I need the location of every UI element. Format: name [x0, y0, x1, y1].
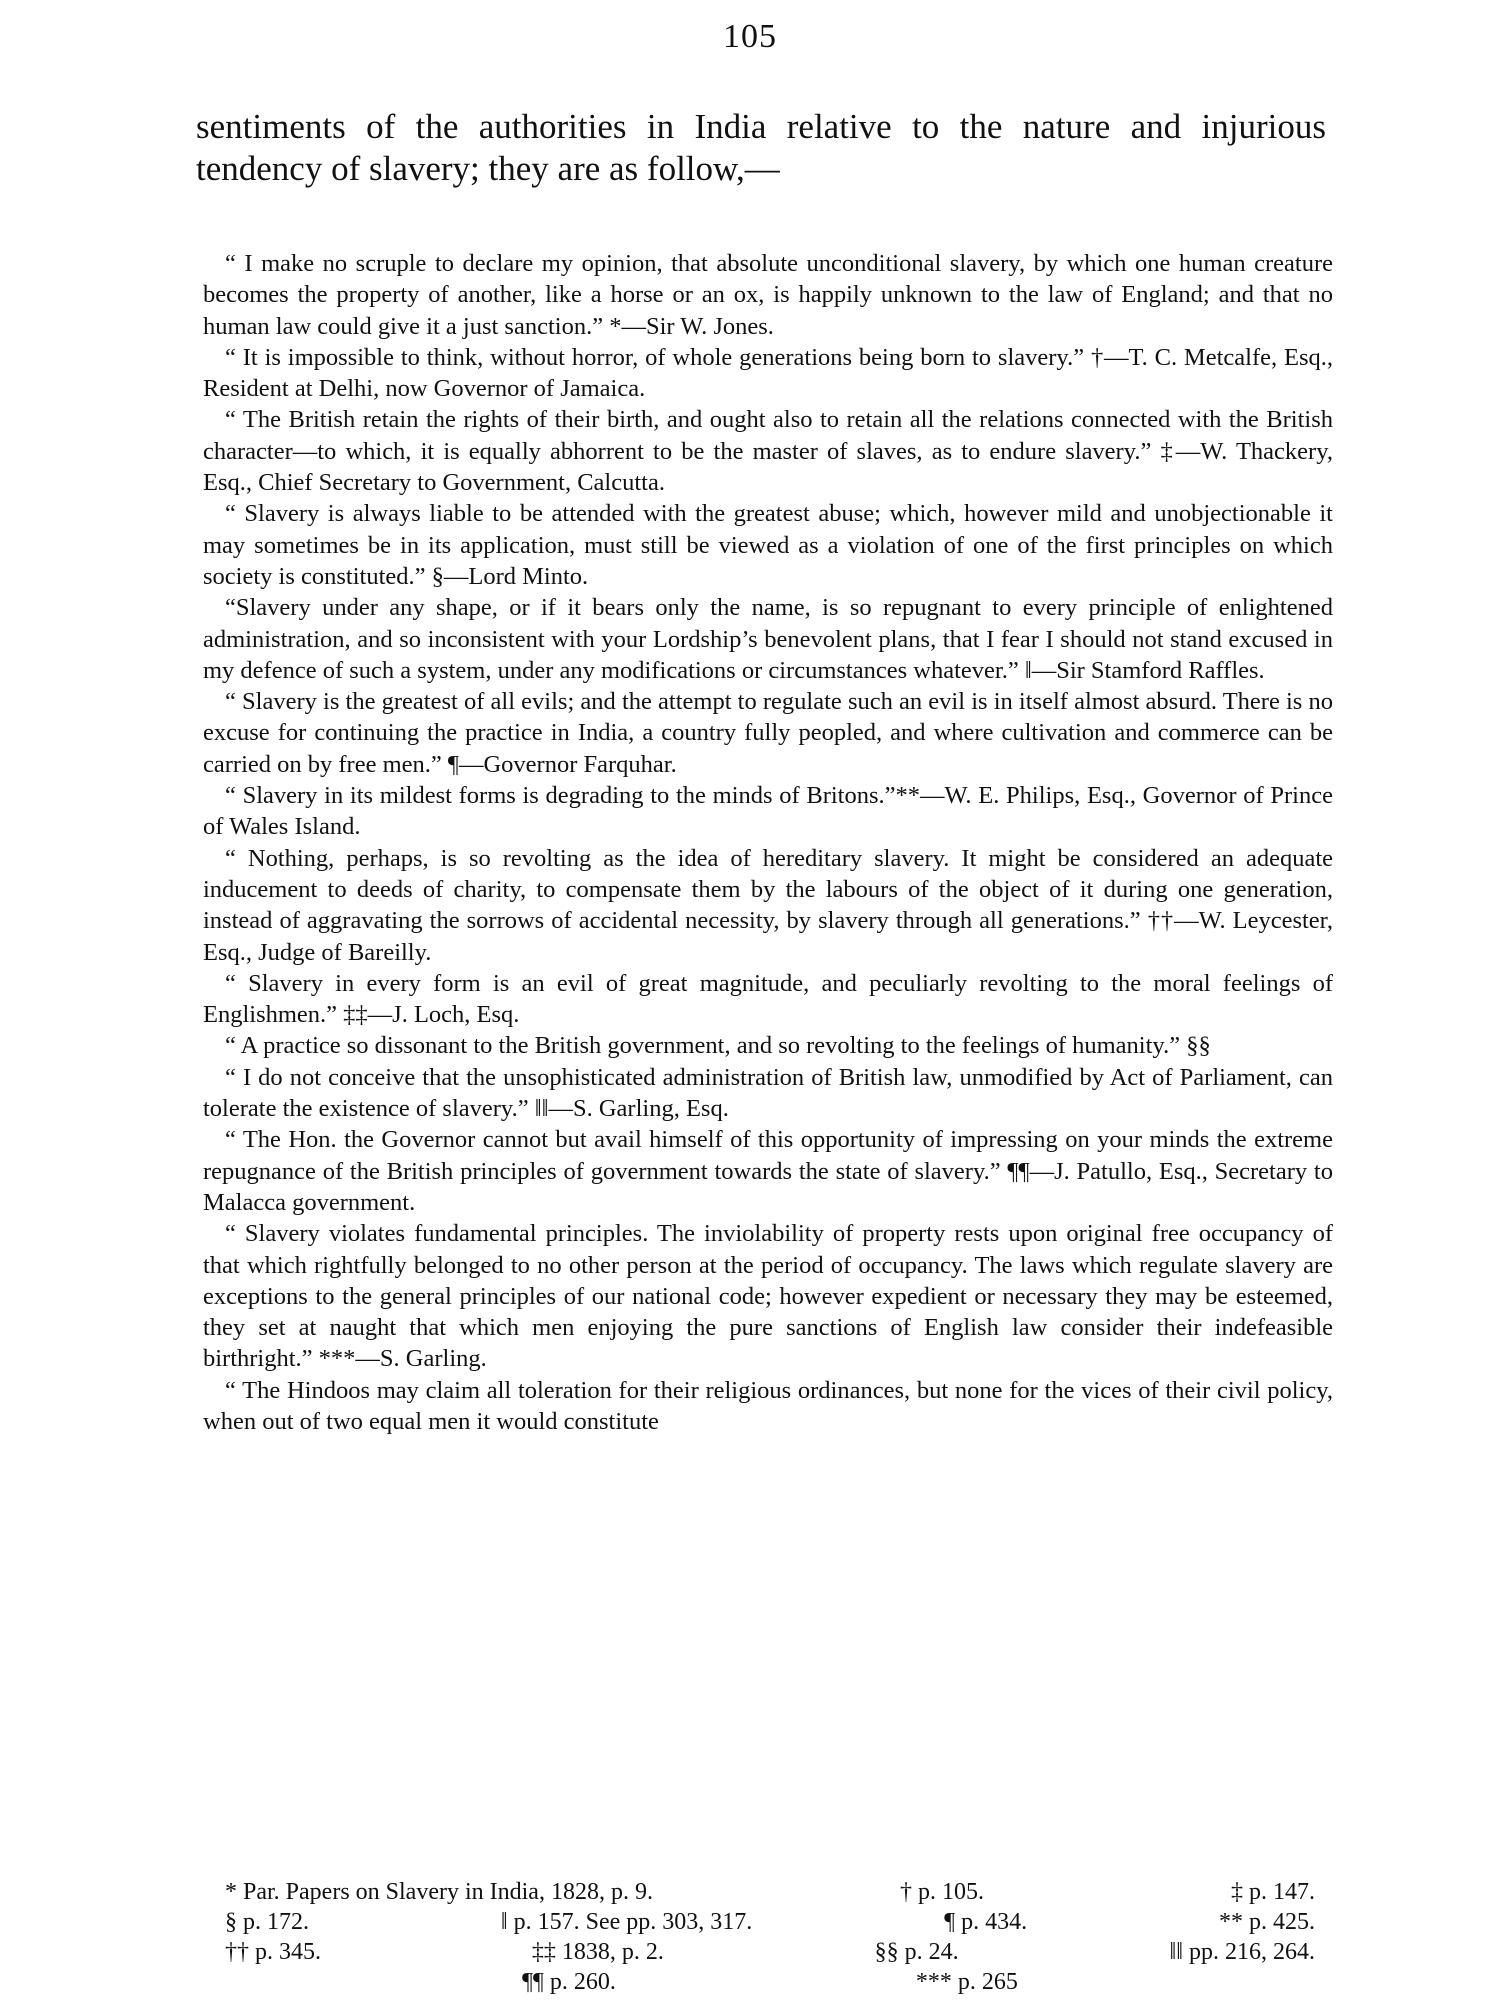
footnote-row-4 [225, 1967, 1315, 1997]
quote-hindoos: “ The Hindoos may claim all toleration for their religious ordinances, but none for the vices of their civil policy, when out of two equal men it would constitute [203, 1376, 1333, 1435]
footnote: ‖‖ pp. 216, 264. [1169, 1939, 1315, 1965]
footnote: †† p. 345. [225, 1939, 321, 1965]
footnote: *** p. 265 [915, 1969, 1018, 1995]
footnote-row-3 [225, 1937, 1315, 1967]
quote-thackery: “ The British retain the rights of their birth, and ought also to retain all the relations connected with the British character—to which, it is equally abhorrent to be the master of slaves, as to endure slavery.” ‡—W. Thackery, Esq., Chief Secretary to Government, Calcutta. [203, 406, 1333, 497]
quotations-block [203, 248, 1333, 1437]
footnote: ‖ p. 157. See pp. 303, 317. [500, 1909, 753, 1935]
footnote-row-2 [225, 1907, 1315, 1937]
quote-humanity: “ A practice so dissonant to the British government, and so revolting to the feelings of humanity.” §§ [225, 1032, 1211, 1060]
intro-paragraph: sentiments of the authorities in India relative to the nature and injurious tendency of slavery; they are as follow,— [196, 107, 1326, 188]
quote-philips: “ Slavery in its mildest forms is degrading to the minds of Britons.”**—W. E. Philips, Esq., Governor of Prince of Wales Island. [203, 782, 1333, 841]
quote-loch: “ Slavery in every form is an evil of great magnitude, and peculiarly revolting to the moral feelings of Englishmen.” ‡‡—J. Loch, Esq. [203, 969, 1333, 1029]
page-number: 105 [723, 18, 777, 55]
footnote-row-1 [225, 1877, 1315, 1907]
footnote: ‡ p. 147. [1230, 1879, 1315, 1905]
footnote: ¶¶ p. 260. [522, 1969, 616, 1995]
quote-garling-1: “ I do not conceive that the unsophisticated administration of British law, unmodified by Act of Parliament, can tolerate the existence of slavery.” ‖‖—S. Garling, Esq. [203, 1063, 1333, 1123]
footnote: ‡‡ 1838, p. 2. [531, 1939, 664, 1965]
quote-raffles: “Slavery under any shape, or if it bears only the name, is so repugnant to every principle of enlightened administration, and so inconsistent with your Lordship’s benevolent plans, that I fear I should not stand excused in my defence of such a system, under any modifications or circumstances whatever.” ‖—Sir Stamford Raffles. [203, 594, 1333, 684]
footnote: † p. 105. [899, 1879, 984, 1905]
quote-jones: “ I make no scruple to declare my opinion, that absolute unconditional slavery, by which one human creature becomes the property of another, like a horse or an ox, is happily unknown to the law of England; and that no human law could give it a just sanction.” *—Sir W. Jones. [203, 250, 1333, 340]
footnote: § p. 172. [225, 1909, 309, 1935]
footnote: * Par. Papers on Slavery in India, 1828, p. 9. [225, 1879, 653, 1905]
footnote: §§ p. 24. [874, 1939, 959, 1965]
quote-garling-2: “ Slavery violates fundamental principles. The inviolability of property rests upon original free occupancy of that which rightfully belonged to no other person at the period of occupancy. The laws which regulate slavery are exceptions to the general principles of our national code; however expedient or necessary they may be esteemed, they set at naught that which men enjoying the pure sanctions of English law consider their indefeasible birthright.” ***—S. Garling. [203, 1220, 1333, 1373]
quote-metcalfe: “ It is impossible to think, without horror, of whole generations being born to slavery.” †—T. C. Metcalfe, Esq., Resident at Delhi, now Governor of Jamaica. [203, 343, 1333, 403]
quote-leycester: “ Nothing, perhaps, is so revolting as the idea of hereditary slavery. It might be considered an adequate inducement to deeds of charity, to compensate them by the labours of the object of it during one generation, instead of aggravating the sorrows of accidental necessity, by slavery through all generations.” ††—W. Leycester, Esq., Judge of Bareilly. [203, 844, 1333, 966]
footnote: ¶ p. 434. [944, 1909, 1028, 1935]
footnotes [225, 1877, 1315, 1997]
footnote: ** p. 425. [1218, 1909, 1315, 1935]
quote-farquhar: “ Slavery is the greatest of all evils; and the attempt to regulate such an evil is in itself almost absurd. There is no excuse for continuing the practice in India, a country fully peopled, and where cultivation and commerce can be carried on by free men.” ¶—Governor Farquhar. [203, 688, 1333, 778]
quote-patullo: “ The Hon. the Governor cannot but avail himself of this opportunity of impressing on your minds the extreme repugnance of the British principles of government towards the state of slavery.” ¶¶—J. Patullo, Esq., Secretary to Malacca government. [203, 1126, 1333, 1216]
quote-minto: “ Slavery is always liable to be attended with the greatest abuse; which, however mild and unobjectionable it may sometimes be in its application, must still be viewed as a violation of one of the first principles on which society is constituted.” §—Lord Minto. [203, 500, 1333, 590]
